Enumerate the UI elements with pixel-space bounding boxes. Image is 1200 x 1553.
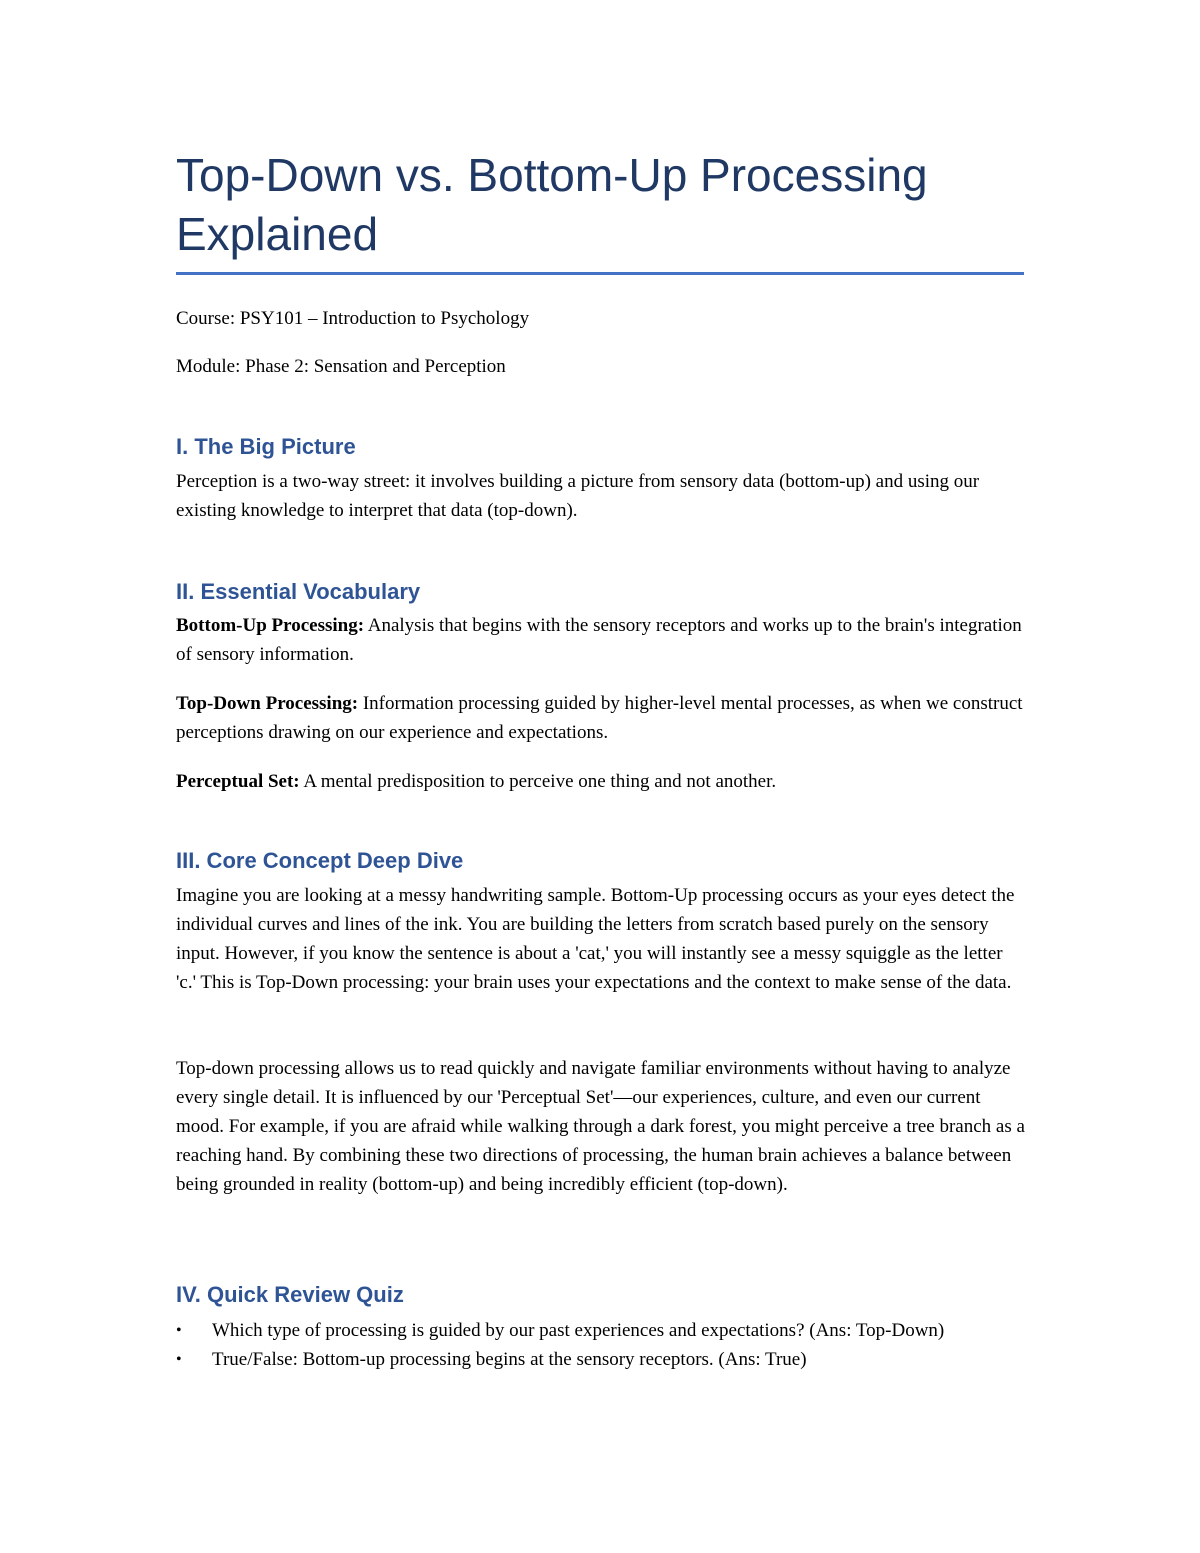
vocab-term: Top-Down Processing: [176, 693, 359, 714]
document-title: Top-Down vs. Bottom-Up Processing Explained [176, 149, 928, 260]
section-heading-quiz: IV. Quick Review Quiz [176, 1282, 404, 1307]
course-line: Course: PSY101 – Introduction to Psychology [176, 308, 530, 329]
section-heading-big-picture: I. The Big Picture [176, 434, 356, 459]
vocab-definition: Analysis that begins with the sensory receptors and works up to the brain's integration of sensory information. [176, 615, 1022, 665]
module-line: Module: Phase 2: Sensation and Perception [176, 356, 506, 377]
vocab-definition: A mental predisposition to perceive one thing and not another. [299, 771, 777, 792]
quiz-item [176, 1316, 1024, 1345]
title-underline-rule [176, 272, 1024, 275]
bullet-icon: • [176, 1322, 182, 1339]
bullet-icon: • [176, 1351, 182, 1368]
vocab-entry-bottom-up [176, 611, 1026, 669]
vocab-term: Bottom-Up Processing: [176, 615, 365, 636]
big-picture-paragraph: Perception is a two-way street: it involves building a picture from sensory data (bottom-up) and using our existing knowledge to interpret that data (top-down). [176, 471, 980, 521]
vocab-entry-top-down [176, 689, 1026, 747]
section-heading-deep-dive: III. Core Concept Deep Dive [176, 848, 464, 873]
quiz-item-text: Which type of processing is guided by our past experiences and expectations? (Ans: Top-Down) [212, 1320, 945, 1341]
vocab-definition: Information processing guided by higher-level mental processes, as when we construct perceptions drawing on our experience and expectations. [176, 693, 1023, 743]
vocab-term: Perceptual Set: [176, 771, 300, 792]
quiz-item [176, 1345, 1024, 1374]
deep-dive-paragraph-2: Top-down processing allows us to read quickly and navigate familiar environments without having to analyze every single detail. It is influenced by our 'Perceptual Set'—our experiences, culture, and even our current mood. For example, if you are afraid while walking through a dark forest, you might perceive a tree branch as a reaching hand. By combining these two directions of processing, the human brain achieves a balance between being grounded in reality (bottom-up) and being incredibly efficient (top-down). [176, 1058, 1025, 1195]
deep-dive-paragraph-1: Imagine you are looking at a messy handwriting sample. Bottom-Up processing occurs as your eyes detect the individual curves and lines of the ink. You are building the letters from scratch based purely on the sensory input. However, if you know the sentence is about a 'cat,' you will instantly see a messy squiggle as the letter 'c.' This is Top-Down processing: your brain uses your expectations and the context to make sense of the data. [176, 885, 1015, 993]
quiz-list [176, 1316, 1024, 1374]
vocab-entry-perceptual-set [176, 767, 1026, 796]
section-heading-vocabulary: II. Essential Vocabulary [176, 579, 421, 604]
quiz-item-text: True/False: Bottom-up processing begins at the sensory receptors. (Ans: True) [212, 1349, 807, 1370]
